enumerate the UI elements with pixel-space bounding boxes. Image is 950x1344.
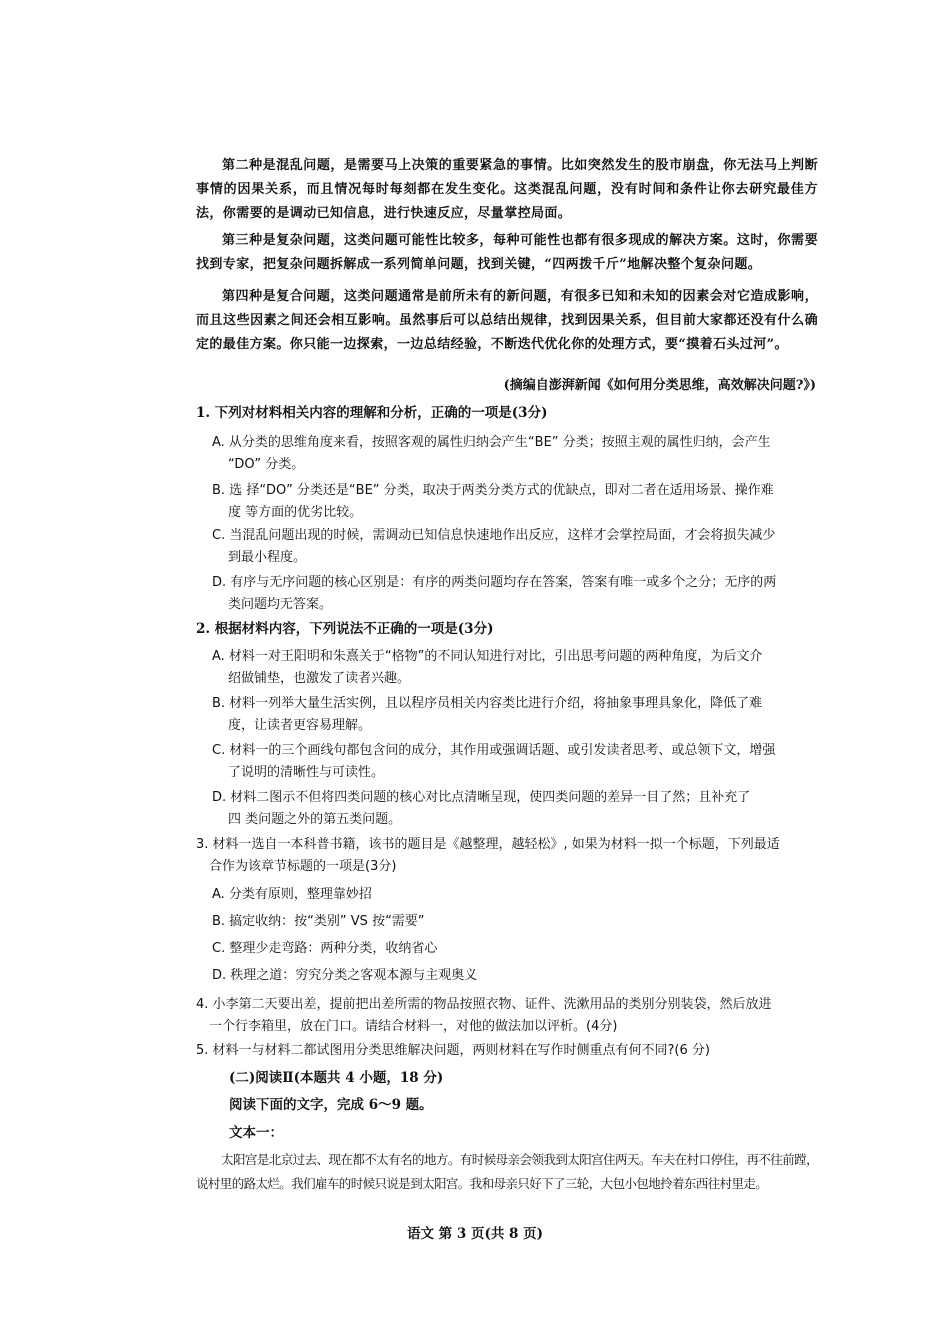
option-text-cont: 类问题均无答案。 xyxy=(228,597,333,612)
question-2-option-c xyxy=(212,740,818,784)
question-1-stem: 1. 下列对材料相关内容的理解和分析，正确的一项是(3分) xyxy=(196,405,548,421)
option-text-cont: 到最小程度。 xyxy=(228,550,307,565)
option-text: A. 材料一对王阳明和朱熹关于“格物”的不同认知进行对比，引出思考问题的两种角度，为后文介 xyxy=(212,649,763,664)
question-2-option-d xyxy=(212,787,818,831)
stem-line-cont: 一个行李箱里，放在门口。请结合材料一，对他的做法加以评析。(4分) xyxy=(209,1019,618,1034)
option-text: A. 从分类的思维角度来看，按照客观的属性归纳会产生“BE” 分类；按照主观的属性归纳，会产生 xyxy=(212,435,771,450)
question-1-option-c xyxy=(212,525,818,569)
question-3-option-d: D. 秩理之道：穷究分类之客观本源与主观奥义 xyxy=(212,968,478,983)
paragraph-chaotic-problem: 第二种是混乱问题，是需要马上决策的重要紧急的事情。比如突然发生的股市崩盘，你无法马上判断事情的因果关系，而且情况每时每刻都在发生变化。这类混乱问题，没有时间和条件让你去研究最佳方法，你需要的是调动已知信息，进行快速反应，尽量掌控局面。 xyxy=(196,158,818,221)
option-text: B. 选 择“DO” 分类还是“BE” 分类，取决于两类分类方式的优缺点，即对二者在适用场景、操作难 xyxy=(212,483,774,498)
option-text: C. 当混乱问题出现的时候，需调动已知信息快速地作出反应，这样才会掌控局面，才会将损失减少 xyxy=(212,528,776,543)
question-3-stem xyxy=(196,834,818,878)
question-3-option-c: C. 整理少走弯路：两种分类，收纳省心 xyxy=(212,941,438,956)
page-footer: 语文 第 3 页(共 8 页) xyxy=(406,1226,544,1242)
option-text: D. 材料二图示不但将四类问题的核心对比点清晰呈现，使四类问题的差异一目了然；且补充了 xyxy=(212,790,751,805)
text-one-body: 太阳宫是北京过去、现在都不太有名的地方。有时候母亲会领我到太阳宫住两天。车夫在村口停住，再不往前蹚，说村里的路太烂。我们雇车的时候只说是到太阳宫。我和母亲只好下了三轮，大包小包地拎着东西往村里走。 xyxy=(196,1152,818,1191)
question-3-option-b: B. 搞定收纳：按“类别” VS 按“需要” xyxy=(212,914,425,929)
stem-line: 4. 小李第二天要出差，提前把出差所需的物品按照衣物、证件、洗漱用品的类别分别装袋，然后放进 xyxy=(196,997,772,1012)
question-1-option-a xyxy=(212,432,818,476)
stem-line: 3. 材料一选自一本科普书籍，该书的题目是《越整理，越轻松》, 如果为材料一拟一个标题，下列最适 xyxy=(196,837,780,852)
text-label: 文本一： xyxy=(229,1125,283,1141)
option-text-cont: 绍做铺垫，也激发了读者兴趣。 xyxy=(228,671,411,686)
option-text-cont: 了说明的清晰性与可读性。 xyxy=(228,765,385,780)
paragraph-complicated-problem: 第三种是复杂问题，这类问题可能性比较多，每种可能性也都有很多现成的解决方案。这时，你需要找到专家，把复杂问题拆解成一系列简单问题，找到关键，“四两拨千斤”地解决整个复杂问题。 xyxy=(196,233,818,272)
question-2-option-a xyxy=(212,646,818,690)
question-1-option-d xyxy=(212,572,818,616)
question-1-option-b xyxy=(212,480,818,524)
option-text: D. 有序与无序问题的核心区别是：有序的两类问题均存在答案，答案有唯一或多个之分；无序的两 xyxy=(212,575,777,590)
question-2-stem: 2. 根据材料内容，下列说法不正确的一项是(3分) xyxy=(196,621,494,637)
option-text-cont: 度，让读者更容易理解。 xyxy=(228,718,372,733)
question-3-option-a: A. 分类有原则，整理靠妙招 xyxy=(212,887,372,902)
option-text: B. 材料一列举大量生活实例，且以程序员相关内容类比进行介绍，将抽象事理具象化，降低了难 xyxy=(212,696,763,711)
question-4-stem xyxy=(196,994,818,1038)
source-citation: (摘编自澎湃新闻《如何用分类思维，高效解决问题?》) xyxy=(503,378,816,393)
stem-line-cont: 合作为该章节标题的一项是(3分) xyxy=(209,859,397,874)
question-2-option-b xyxy=(212,693,818,737)
paragraph-complex-problem: 第四种是复合问题，这类问题通常是前所未有的新问题，有很多已知和未知的因素会对它造成影响，而且这些因素之间还会相互影响。虽然事后可以总结出规律，找到因果关系，但目前大家都还没有什么确定的最佳方案。你只能一边探索，一边总结经验，不断迭代优化你的处理方式，要“摸着石头过河”。 xyxy=(196,289,818,352)
option-text-cont: 四 类问题之外的第五类问题。 xyxy=(228,812,402,827)
question-5-stem: 5. 材料一与材料二都试图用分类思维解决问题，两则材料在写作时侧重点有何不同?(6 分) xyxy=(196,1043,710,1058)
section-title: (二)阅读Ⅱ(本题共 4 小题，18 分) xyxy=(229,1070,444,1086)
option-text-cont: “DO” 分类。 xyxy=(228,457,305,472)
option-text-cont: 度 等方面的优劣比较。 xyxy=(228,505,363,520)
section-instruction: 阅读下面的文字，完成 6～9 题。 xyxy=(229,1097,433,1113)
option-text: C. 材料一的三个画线句都包含问的成分，其作用或强调话题、或引发读者思考、或总领下文，增强 xyxy=(212,743,776,758)
